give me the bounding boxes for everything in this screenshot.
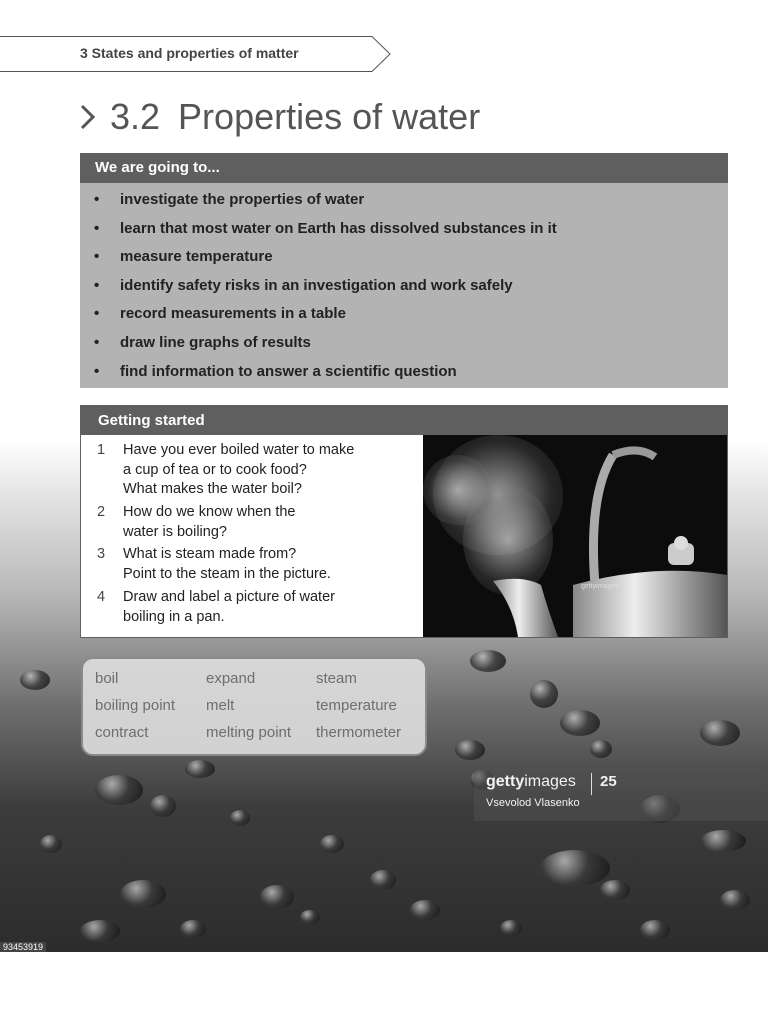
goals-heading: We are going to... — [80, 153, 728, 183]
question-line: a cup of tea or to cook food? — [123, 461, 307, 478]
goal-item: • learn that most water on Earth has dissolved substances in it — [94, 215, 728, 244]
question-number: 4 — [97, 589, 106, 605]
question-line: Point to the steam in the picture. — [123, 565, 331, 582]
key-word: contract — [95, 724, 149, 741]
water-bubble — [500, 920, 522, 936]
water-bubble — [120, 880, 166, 908]
water-bubble — [540, 850, 610, 886]
key-word: temperature — [316, 697, 397, 714]
water-bubble — [470, 650, 506, 672]
goal-item: • identify safety risks in an investigation and work safely — [94, 272, 728, 301]
key-word: expand — [206, 670, 256, 687]
goal-item: • draw line graphs of results — [94, 329, 728, 358]
water-bubble — [185, 760, 215, 778]
question-number: 1 — [97, 442, 106, 458]
water-bubble — [455, 740, 485, 760]
water-bubble — [150, 795, 176, 817]
page-title — [76, 96, 480, 138]
anniversary-mark: 25 — [600, 773, 617, 790]
water-bubble — [180, 920, 206, 938]
question-line: boiling in a pan. — [123, 608, 225, 625]
question-line: Draw and label a picture of water — [123, 589, 335, 605]
water-bubble — [230, 810, 250, 826]
getty-logo: gettyimages — [486, 773, 576, 790]
section-title: Properties of water — [178, 96, 481, 137]
water-bubble — [260, 885, 294, 909]
image-id-label: 93453919 — [0, 942, 46, 952]
chapter-title: 3 States and properties of matter — [80, 45, 299, 61]
question-item — [97, 588, 335, 627]
water-bubble — [320, 835, 344, 853]
water-bubble — [40, 835, 62, 853]
water-bubble — [530, 680, 558, 708]
question-item — [97, 441, 354, 500]
water-bubble — [700, 720, 740, 746]
water-bubble — [700, 830, 746, 852]
question-number: 3 — [97, 546, 106, 562]
water-bubble — [300, 910, 320, 924]
question-item — [97, 503, 296, 542]
water-bubble — [95, 775, 143, 805]
question-line: What is steam made from? — [123, 546, 297, 562]
kettle-photo-watermark: gettyimages — [581, 583, 619, 590]
learning-goals-box — [80, 153, 728, 388]
watermark-divider — [591, 773, 592, 795]
question-number: 2 — [97, 504, 106, 520]
boiling-kettle-photo — [423, 435, 727, 637]
getting-started-heading: Getting started — [81, 406, 727, 435]
question-line: How do we know when the — [123, 504, 296, 520]
water-bubble — [410, 900, 440, 920]
key-words-box — [81, 657, 427, 756]
section-number: 3.2 — [110, 96, 161, 137]
water-bubble — [720, 890, 750, 910]
key-word: steam — [316, 670, 357, 687]
chapter-header — [0, 36, 390, 72]
key-word: boiling point — [95, 697, 176, 714]
goal-item: • record measurements in a table — [94, 300, 728, 329]
getting-started-box — [80, 405, 728, 638]
goal-item: • find information to answer a scientific question — [94, 358, 728, 387]
water-bubble — [600, 880, 630, 900]
key-word: melting point — [206, 724, 292, 741]
water-bubble — [590, 740, 612, 758]
water-bubble — [80, 920, 120, 942]
question-line: What makes the water boil? — [123, 481, 302, 497]
key-word: melt — [206, 697, 235, 714]
kettle-icon — [423, 435, 727, 637]
goals-list — [80, 183, 728, 386]
question-line: water is boiling? — [123, 523, 227, 540]
water-bubble — [560, 710, 600, 736]
getty-watermark — [474, 765, 768, 821]
water-bubble — [20, 670, 50, 690]
water-bubble — [640, 920, 670, 940]
water-bubble — [370, 870, 396, 890]
goal-item: • measure temperature — [94, 243, 728, 272]
question-item — [97, 545, 331, 584]
key-word: thermometer — [316, 724, 402, 741]
photographer-credit: Vsevolod Vlasenko — [486, 797, 580, 809]
chevron-right-icon — [76, 102, 98, 132]
goal-item: • investigate the properties of water — [94, 186, 728, 215]
question-line: Have you ever boiled water to make — [123, 442, 355, 458]
key-word: boil — [95, 670, 119, 687]
